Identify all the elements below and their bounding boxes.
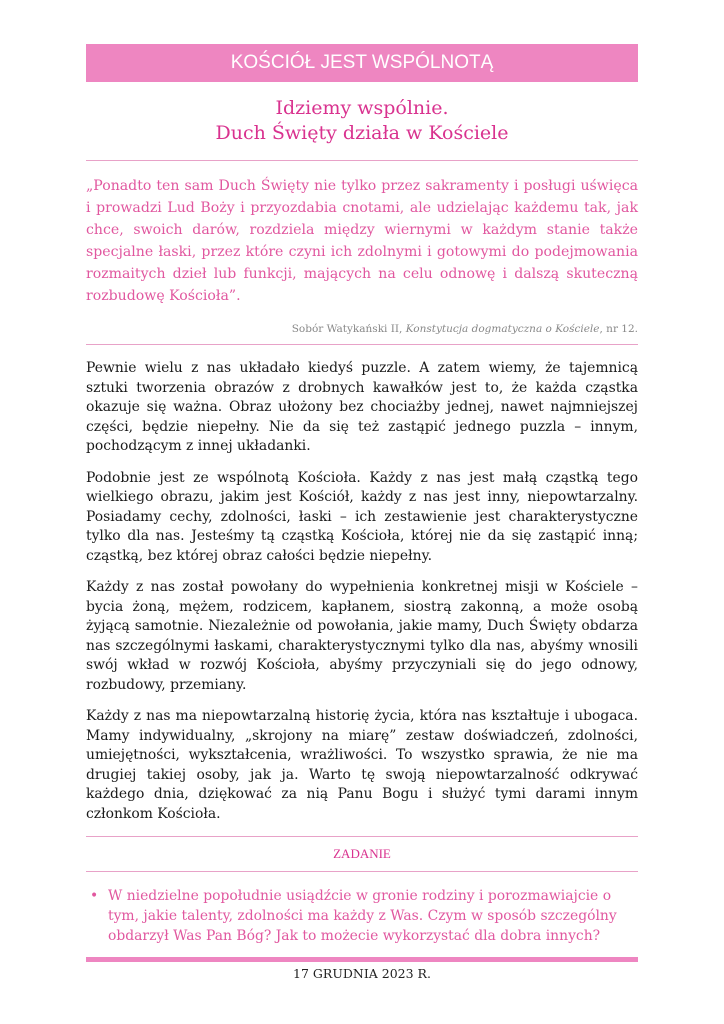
article-body xyxy=(86,359,638,824)
title-line-1: Idziemy wspólnie. xyxy=(275,97,449,119)
task-label: ZADANIE xyxy=(333,846,391,861)
task-list xyxy=(86,886,638,946)
divider xyxy=(86,871,638,872)
body-paragraph-1: Pewnie wielu z nas układało kiedyś puzzle. A zatem wiemy, że tajemnicą sztuki tworzenia obrazów z drobnych kawałków jest to, że każda cząstka okazuje się ważna. Obraz ułożony bez chociażby jednej, nawet najmniejszej części, będzie niepełny. Nie da się też zastąpić jednego puzzla – innym, pochodzącym z innej układanki. xyxy=(86,360,638,454)
quote-text: „Ponadto ten sam Duch Święty nie tylko przez sakramenty i posługi uświęca i prowadzi Lud Boży i przyozdabia cnotami, ale udzielając każdemu tak, jak chce, swoich darów, rozdziela między wiernymi w każdym stanie także specjalne łaski, przez które czyni ich zdolnymi i gotowymi do podejmowania rozmaitych dzieł lub funkcji, mających na celu odnowę i dalszą skuteczną rozbudowę Kościoła”. xyxy=(86,178,638,304)
title-line-2: Duch Święty działa w Kościele xyxy=(215,122,509,144)
divider xyxy=(86,836,638,837)
divider xyxy=(86,160,638,161)
source-author: Sobór Watykański II, xyxy=(291,323,406,335)
footer-date: 17 GRUDNIA 2023 R. xyxy=(293,966,431,981)
section-title: KOŚCIÓŁ JEST WSPÓLNOTĄ xyxy=(230,52,494,73)
task-item-text: W niedzielne popołudnie usiądźcie w gronie rodziny i porozmawiajcie o tym, jakie talenty, zdolności ma każdy z Was. Czym w sposób szczególny obdarzył Was Pan Bóg? Jak to możecie wykorzystać dla dobra innych? xyxy=(108,888,617,944)
page xyxy=(86,44,638,946)
body-paragraph-3: Każdy z nas został powołany do wypełnienia konkretnej misji w Kościele – bycia żoną, mężem, rodzicem, kapłanem, siostrą zakonną, a może osobą żyjącą samotnie. Niezależnie od powołania, jakie mamy, Duch Święty obdarza nas szczególnymi łaskami, charakterystycznymi tylko dla nas, abyśmy wnosili swój wkład w rozwój Kościoła, abyśmy przyczyniali się do jego odnowy, rozbudowy, przemiany. xyxy=(86,579,638,693)
source-work: Konstytucja dogmatyczna o Kościele xyxy=(405,323,600,335)
divider xyxy=(86,344,638,345)
article-title xyxy=(86,96,638,146)
source-ref: , nr 12. xyxy=(599,323,638,335)
body-paragraph-4: Każdy z nas ma niepowtarzalną historię życia, która nas kształtuje i ubogaca. Mamy indywidualny, „skrojony na miarę” zestaw doświadczeń, zdolności, umiejętności, wykształcenia, wrażliwości. To wszystko sprawia, że nie ma drugiej takiej osoby, jak ja. Warto tę swoją niepowtarzalność odkrywać każdego dnia, dziękować za nią Panu Bogu i służyć tymi darami innym członkom Kościoła. xyxy=(86,708,638,822)
body-paragraph-2: Podobnie jest ze wspólnotą Kościoła. Każdy z nas jest małą cząstką tego wielkiego obrazu, jakim jest Kościół, każdy z nas jest inny, niepowtarzalny. Posiadamy cechy, zdolności, łaski – ich zestawienie jest charakterystyczne tylko dla nas. Jesteśmy tą cząstką Kościoła, której nie da się zastąpić inną; cząstką, bez której obraz całości będzie niepełny. xyxy=(86,469,638,564)
task-item xyxy=(86,886,638,946)
bullet-icon: • xyxy=(90,888,99,904)
quote-source xyxy=(86,323,638,335)
section-header-bar xyxy=(86,44,638,82)
footer-bar xyxy=(86,957,638,962)
